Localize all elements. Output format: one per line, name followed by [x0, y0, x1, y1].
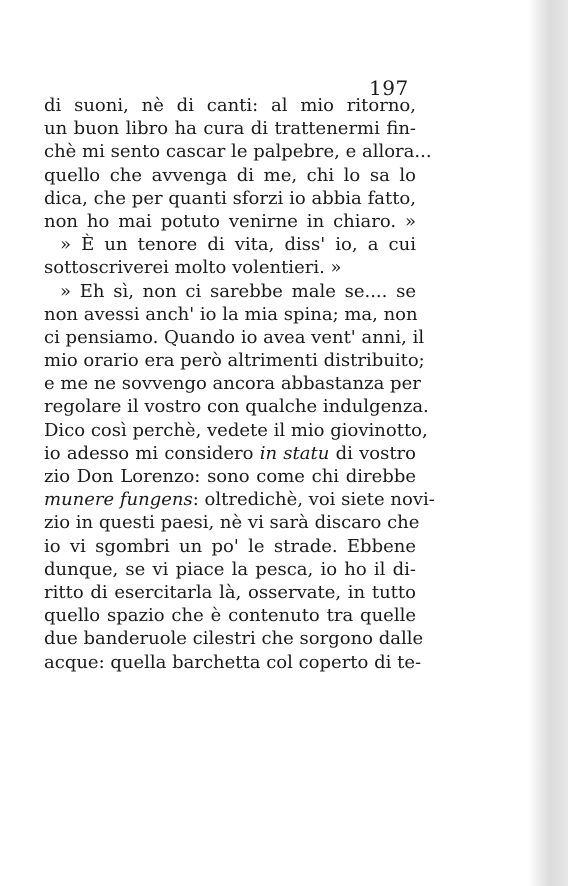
text-line: sottoscriverei molto volentieri. » — [44, 257, 342, 279]
text-line: regolare il vostro con qualche indulgenza. — [44, 396, 429, 418]
text-line: acque: quella barchetta col coperto di te- — [44, 651, 422, 673]
page-number: 197 — [369, 76, 409, 100]
text-line: dunque, se vi piace la pesca, io ho il di- — [44, 558, 416, 580]
text-line: non avessi anch' io la mia spina; ma, non — [44, 303, 418, 325]
text-line: quello che avvenga di me, chi lo sa lo — [44, 164, 416, 186]
text-line: io adesso mi considero in statu di vostro — [44, 442, 416, 464]
text-line: e me ne sovvengo ancora abbastanza per — [44, 373, 421, 395]
text-line: munere fungens: oltredichè, voi siete novi- — [44, 489, 435, 511]
text-line: quello spazio che è contenuto tra quelle — [44, 605, 416, 627]
text-line: » È un tenore di vita, diss' io, a cui — [60, 234, 416, 256]
text-line: ritto di esercitarla là, osservate, in tutto — [44, 581, 416, 603]
text-line: zio in questi paesi, nè vi sarà discaro che — [44, 512, 420, 534]
text-line: un buon libro ha cura di trattenermi fin- — [44, 118, 416, 140]
text-line: » Eh sì, non ci sarebbe male se.... se — [60, 280, 416, 302]
text-line: due banderuole cilestri che sorgono dalle — [44, 628, 424, 650]
body-text — [44, 94, 435, 674]
text-line: chè mi sento cascar le palpebre, e allora... — [44, 141, 432, 163]
italic-text: in statu — [259, 442, 330, 464]
italic-text: munere fungens — [44, 489, 193, 511]
text-line: Dico così perchè, vedete il mio giovinotto, — [44, 419, 428, 441]
page-edge-shadow — [528, 0, 568, 886]
text-line: di suoni, nè di canti: al mio ritorno, — [44, 95, 416, 116]
text-line: io vi sgombri un po' le strade. Ebbene — [44, 535, 416, 557]
text-line: zio Don Lorenzo: sono come chi direbbe — [44, 466, 416, 487]
text-line: dica, che per quanti sforzi io abbia fatto, — [44, 187, 416, 209]
text-line: ci pensiamo. Quando io avea vent' anni, il — [44, 326, 425, 348]
text-line: non ho mai potuto venirne in chiaro. » — [44, 210, 416, 232]
text-line: mio orario era però altrimenti distribuito; — [44, 350, 425, 372]
